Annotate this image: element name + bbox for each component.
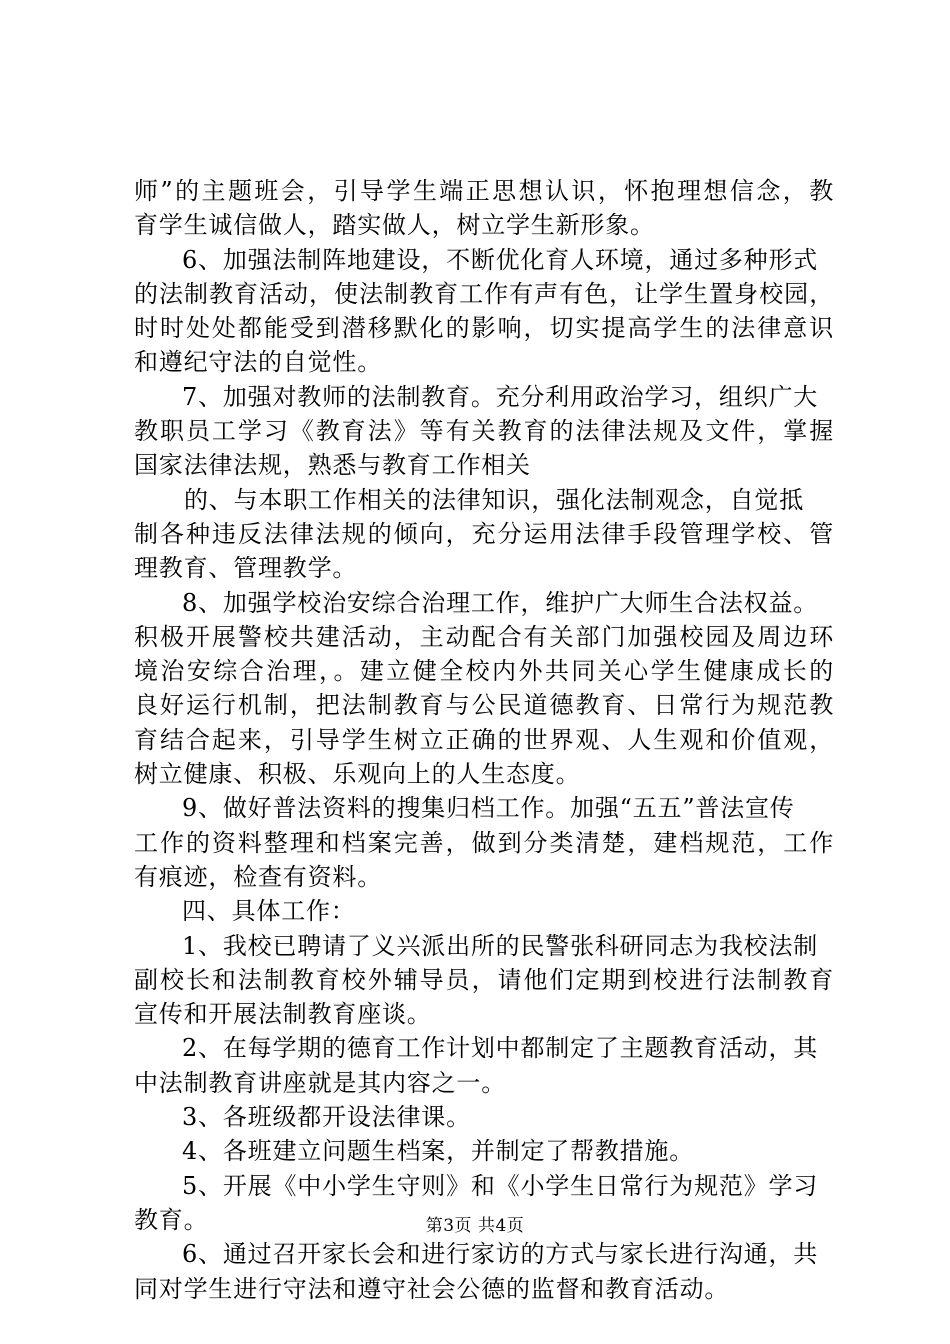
paragraph-start-line: 的、与本职工作相关的法律知识，强化法制观念，自觉抵 [184,485,804,514]
paragraph-start-line: 8、加强学校治安综合治理工作，维护广大师生合法权益。 [182,588,819,617]
text-line: 良好运行机制，把法制教育与公民道德教育、日常行为规范教 [134,691,834,720]
text-line: 师”的主题班会，引导学生端正思想认识，怀抱理想信念，教 [134,177,834,205]
text-line: 副校长和法制教育校外辅导员，请他们定期到校进行法制教育 [134,965,834,994]
paragraph-start-line: 9、做好普法资料的搜集归档工作。加强“五五”普法宣传 [182,794,795,823]
paragraph-start-line: 7、加强对教师的法制教育。充分利用政治学习，组织广大 [182,382,819,411]
paragraph-start-line: 6、通过召开家长会和进行家访的方式与家长进行沟通，共 [182,1240,819,1269]
text-line: 制各种违反法律法规的倾向，充分运用法律手段管理学校、管 [134,519,834,548]
text-line: 积极开展警校共建活动，主动配合有关部门加强校园及周边环 [134,622,834,651]
text-line: 宣传和开展法制教育座谈。 [134,1000,432,1029]
page-number-footer: 第3页 共4页 [425,1216,525,1236]
text-line: 国家法律法规，熟悉与教育工作相关 [134,451,531,480]
text-line: 育学生诚信做人，踏实做人，树立学生新形象。 [134,211,655,240]
section-heading: 四、具体工作： [182,897,356,926]
document-body [134,174,834,1306]
text-line: 教育。 [134,1205,209,1234]
text-line: 时时处处都能受到潜移默化的影响，切实提高学生的法律意识 [134,314,834,343]
text-line: 境治安综合治理，。建立健全校内外共同关心学生健康成长的 [134,657,834,686]
paragraph-start-line: 4、各班建立问题生档案，并制定了帮教措施。 [182,1137,695,1166]
paragraph-start-line: 6、加强法制阵地建设，不断优化育人环境，通过多种形式 [182,245,819,274]
paragraph-start-line: 5、开展《中小学生守则》和《小学生日常行为规范》学习 [182,1171,819,1200]
paragraph-start-line: 1、我校已聘请了义兴派出所的民警张科研同志为我校法制 [182,931,819,960]
text-line: 教职员工学习《教育法》等有关教育的法律法规及文件，掌握 [134,417,834,446]
text-line: 理教育、管理教学。 [134,554,358,583]
text-line: 中法制教育讲座就是其内容之一。 [134,1068,506,1097]
text-line: 的法制教育活动，使法制教育工作有声有色，让学生置身校园， [134,279,834,308]
text-line: 有痕迹，检查有资料。 [134,862,382,891]
paragraph-start-line: 3、各班级都开设法律课。 [182,1103,471,1132]
text-line: 育结合起来，引导学生树立正确的世界观、人生观和价值观， [134,725,834,754]
text-line: 同对学生进行守法和遵守社会公德的监督和教育活动。 [134,1274,730,1303]
text-line: 树立健康、积极、乐观向上的人生态度。 [134,760,581,789]
text-line: 和遵纪守法的自觉性。 [134,348,382,377]
paragraph-start-line: 2、在每学期的德育工作计划中都制定了主题教育活动，其 [182,1034,819,1063]
text-line: 工作的资料整理和档案完善，做到分类清楚，建档规范，工作 [134,828,834,857]
